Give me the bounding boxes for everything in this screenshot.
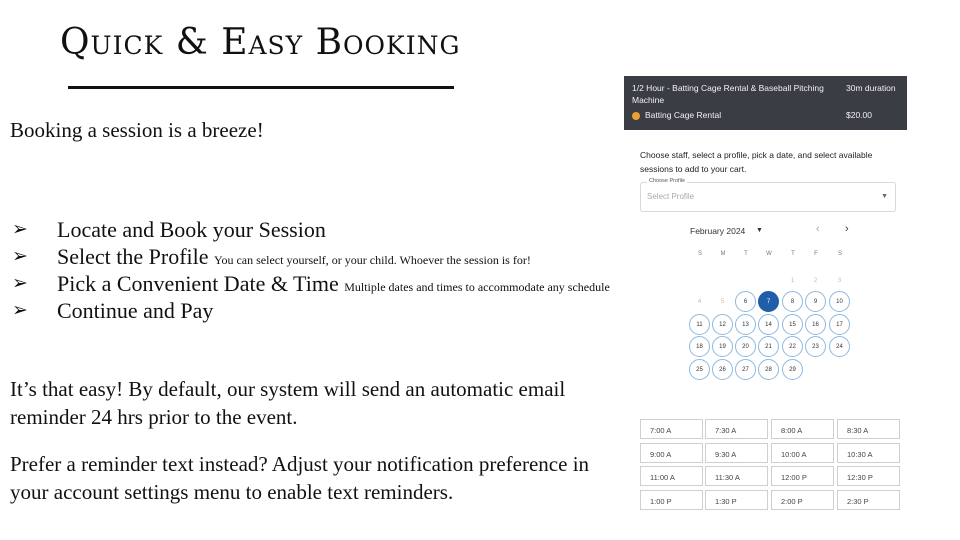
service-duration: 30m duration — [846, 83, 896, 93]
service-summary — [624, 76, 907, 130]
calendar-day[interactable]: 29 — [782, 359, 803, 380]
slide-title: Quick & Easy Booking — [60, 22, 461, 63]
arrow-bullet-icon: ➢ — [12, 218, 28, 240]
time-slot-button[interactable]: 1:30 P — [705, 490, 768, 510]
profile-select-label: Choose Profile — [649, 178, 686, 184]
step-title: Select the Profile — [57, 244, 209, 269]
calendar-day: 4 — [697, 298, 702, 305]
booking-instructions: Choose staff, select a profile, pick a date, and select available sessions to add to your cart. — [640, 150, 873, 174]
step-item — [10, 297, 610, 324]
intro-text: Booking a session is a breeze! — [10, 118, 264, 142]
step-note: Multiple dates and times to accommodate any schedule — [344, 280, 610, 294]
arrow-bullet-icon: ➢ — [12, 272, 28, 294]
step-title: Locate and Book your Session — [57, 217, 326, 242]
previous-month-icon[interactable]: ‹ — [816, 223, 820, 235]
time-slot-button[interactable]: 9:30 A — [705, 443, 768, 463]
time-slot-button[interactable]: 9:00 A — [640, 443, 703, 463]
caret-down-icon: ▼ — [881, 193, 888, 200]
time-slot-button[interactable]: 2:00 P — [771, 490, 834, 510]
calendar-day[interactable]: 19 — [712, 336, 733, 357]
time-slot-button[interactable]: 1:00 P — [640, 490, 703, 510]
calendar-day: 3 — [837, 277, 842, 284]
next-month-icon[interactable]: › — [845, 223, 849, 235]
weekday-label: T — [744, 251, 748, 257]
calendar-month[interactable]: February 2024 — [690, 226, 746, 236]
calendar-day[interactable]: 25 — [689, 359, 710, 380]
step-item — [10, 270, 610, 297]
calendar-day[interactable]: 28 — [758, 359, 779, 380]
calendar-day: 2 — [813, 277, 818, 284]
calendar-day[interactable]: 15 — [782, 314, 803, 335]
text-reminder-paragraph: Prefer a reminder text instead? Adjust your notification preference in your account settings menu to enable text reminders. — [10, 452, 590, 504]
calendar-day[interactable]: 7 — [758, 291, 779, 312]
calendar-day[interactable]: 26 — [712, 359, 733, 380]
calendar-day[interactable]: 12 — [712, 314, 733, 335]
weekday-label: S — [837, 251, 842, 257]
calendar-day[interactable]: 11 — [689, 314, 710, 335]
time-slot-button[interactable]: 12:00 P — [771, 466, 834, 486]
time-slot-button[interactable]: 8:00 A — [771, 419, 834, 439]
time-slot-button[interactable]: 11:00 A — [640, 466, 703, 486]
reminder-paragraph: It’s that easy! By default, our system will send an automatic email reminder 24 hrs prior to the event. — [10, 377, 566, 429]
profile-select[interactable] — [640, 178, 896, 212]
calendar-day[interactable]: 6 — [735, 291, 756, 312]
weekday-label: T — [791, 251, 795, 257]
profile-select-placeholder: Select Profile — [647, 192, 695, 201]
arrow-bullet-icon: ➢ — [12, 245, 28, 267]
calendar-day[interactable]: 21 — [758, 336, 779, 357]
arrow-bullet-icon: ➢ — [12, 299, 28, 321]
calendar-day[interactable]: 13 — [735, 314, 756, 335]
calendar-day[interactable]: 9 — [805, 291, 826, 312]
calendar-day[interactable]: 22 — [782, 336, 803, 357]
calendar-day[interactable]: 23 — [805, 336, 826, 357]
calendar-day[interactable]: 14 — [758, 314, 779, 335]
weekday-label: S — [697, 251, 702, 257]
time-slot-button[interactable]: 12:30 P — [837, 466, 900, 486]
weekday-label: M — [720, 251, 726, 257]
time-slot-button[interactable]: 10:30 A — [837, 443, 900, 463]
time-slot-button[interactable]: 10:00 A — [771, 443, 834, 463]
time-slot-button[interactable]: 2:30 P — [837, 490, 900, 510]
service-type-dot-icon — [632, 112, 640, 120]
time-slot-button[interactable]: 7:00 A — [640, 419, 703, 439]
month-dropdown-icon[interactable]: ▼ — [756, 227, 763, 234]
calendar-day[interactable]: 18 — [689, 336, 710, 357]
step-item — [10, 243, 610, 270]
calendar-day[interactable]: 8 — [782, 291, 803, 312]
calendar-day: 1 — [790, 277, 795, 284]
calendar-day[interactable]: 24 — [829, 336, 850, 357]
title-underline — [68, 86, 454, 89]
weekday-label: W — [766, 251, 772, 257]
step-title: Continue and Pay — [57, 298, 214, 323]
time-slot-button[interactable]: 8:30 A — [837, 419, 900, 439]
step-note: You can select yourself, or your child. Whoever the session is for! — [214, 253, 531, 267]
calendar-day[interactable]: 27 — [735, 359, 756, 380]
calendar-day[interactable]: 20 — [735, 336, 756, 357]
calendar-day[interactable]: 17 — [829, 314, 850, 335]
time-slot-button[interactable]: 7:30 A — [705, 419, 768, 439]
time-slot-button[interactable]: 11:30 A — [705, 466, 768, 486]
step-title: Pick a Convenient Date & Time — [57, 271, 339, 296]
step-item — [10, 216, 610, 243]
service-name: 1/2 Hour - Batting Cage Rental & Baseball Pitching Machine — [632, 83, 824, 105]
calendar-day: 5 — [720, 298, 725, 305]
calendar-day[interactable]: 10 — [829, 291, 850, 312]
weekday-label: F — [814, 251, 818, 257]
service-price: $20.00 — [846, 110, 872, 120]
calendar-day[interactable]: 16 — [805, 314, 826, 335]
steps-list — [10, 216, 610, 324]
service-type: Batting Cage Rental — [645, 110, 722, 120]
